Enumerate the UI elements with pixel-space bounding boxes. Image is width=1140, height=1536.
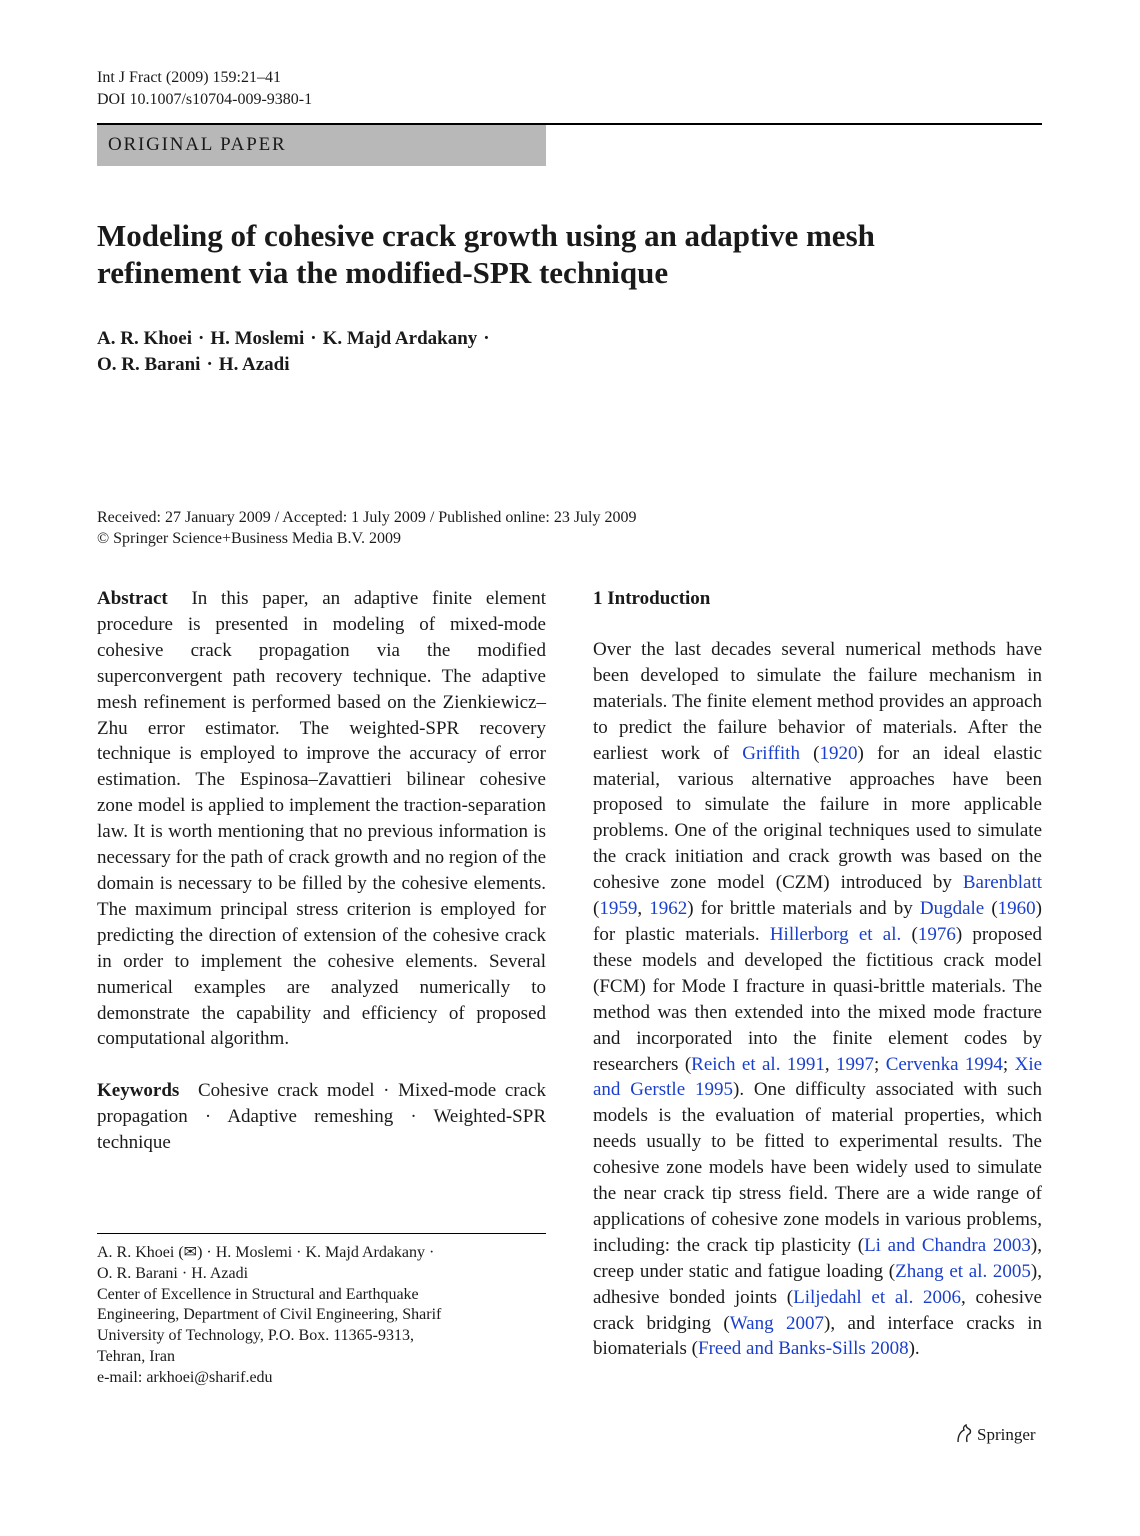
journal-citation: Int J Fract (2009) 159:21–41 (97, 69, 281, 86)
author-name: H. Azadi (218, 354, 290, 375)
introduction-text (593, 637, 1042, 1362)
citation-link[interactable]: Dugdale (919, 898, 985, 920)
author-separator: · (206, 354, 213, 375)
citation-link[interactable]: Xie and Gerstle 1995 (593, 1053, 1043, 1101)
body-text: ( (593, 898, 600, 920)
body-text: , (824, 1053, 837, 1075)
citation-link[interactable]: Cervenka 1994 (885, 1053, 1003, 1075)
footnote-rule (97, 1233, 546, 1234)
citation-link[interactable]: 1959 (599, 898, 638, 920)
doi: DOI 10.1007/s10704-009-9380-1 (97, 91, 313, 108)
body-text: ) for an ideal elastic material, various alternative approaches have been proposed to simulate the failure in more applicable problems. One of the original techniques used to simulate the crack initiation and crack growth was based on the cohesive zone model (CZM) introduced by (593, 742, 1043, 894)
springer-horse-icon (955, 1424, 973, 1444)
citation-link[interactable]: Hillerborg et al. (769, 923, 902, 945)
body-text: ). One difficulty associated with such models is the evaluation of material properties, which needs usually to be fitted to experimental results. The cohesive zone models have been widely used to simulate the near crack tip stress field. There are a wide range of applications of cohesive zone models in various problems, including: the crack tip plasticity ( (593, 1079, 1042, 1256)
citation-link[interactable]: 1962 (649, 898, 688, 920)
author-separator: · (483, 328, 490, 349)
author-name: O. R. Barani (97, 354, 201, 375)
citation-link[interactable]: Wang 2007 (729, 1312, 824, 1334)
author-name: H. Moslemi (210, 328, 305, 349)
affiliation-institution: Tehran, Iran (97, 1347, 175, 1365)
section-heading: 1 Introduction (593, 588, 711, 609)
abstract-label: Abstract (97, 588, 168, 609)
citation-link[interactable]: Freed and Banks-Sills 2008 (698, 1338, 909, 1360)
keywords-text: Cohesive crack model · Mixed-mode crack propagation · Adaptive remeshing · Weighted-SPR technique (97, 1080, 546, 1153)
citation-link[interactable]: 1976 (917, 923, 956, 945)
affiliation-institution: Center of Excellence in Structural and Earthquake (97, 1285, 419, 1303)
citation-link[interactable]: 1920 (819, 742, 858, 764)
body-text: ), creep under static and fatigue loading ( (593, 1234, 1042, 1282)
body-text: , (637, 898, 650, 920)
citation-link[interactable]: Reich et al. 1991 (691, 1053, 825, 1075)
author-name: K. Majd Ardakany (322, 328, 478, 349)
citation-link[interactable]: 1960 (997, 898, 1036, 920)
affiliation-names: O. R. Barani · H. Azadi (97, 1264, 249, 1282)
publication-dates (97, 507, 636, 549)
article-type-label: ORIGINAL PAPER (108, 134, 287, 155)
citation-link[interactable]: Barenblatt (962, 872, 1042, 894)
body-text: ), and interface cracks in biomaterials ( (593, 1312, 1042, 1360)
body-text: , cohesive crack bridging ( (593, 1286, 1042, 1334)
article-type-band (97, 125, 546, 166)
citation-link[interactable]: Griffith (742, 742, 800, 764)
publisher-name: Springer (977, 1425, 1036, 1444)
abstract (97, 586, 546, 1052)
publisher-logo (955, 1423, 1036, 1447)
body-text: Over the last decades several numerical methods have been developed to simulate the failure mechanism in materials. The finite element method provides an approach to predict the failure behavior of materials. After the earliest work of (593, 639, 1042, 764)
author-name: A. R. Khoei (97, 328, 192, 349)
citation-link[interactable]: 1997 (836, 1053, 875, 1075)
body-text: ). (908, 1338, 920, 1360)
keywords-label: Keywords (97, 1080, 180, 1101)
author-separator: · (310, 328, 317, 349)
paper-title (97, 217, 1042, 291)
body-text: ( (799, 742, 820, 764)
copyright-line: © Springer Science+Business Media B.V. 2009 (97, 530, 401, 547)
abstract-text: In this paper, an adaptive finite element procedure is presented in modeling of mixed-mode cohesive crack propagation via the modified superconvergent path recovery technique. The adaptive mesh refinement is performed based on the Zienkiewicz–Zhu error estimator. The weighted-SPR recovery technique is employed to improve the accuracy of error estimation. The Espinosa–Zavattieri bilinear cohesive zone model is applied to implement the traction-separation law. It is worth mentioning that no previous information is necessary for the path of crack growth and no region of the domain is necessary to be filled by the cohesive elements. The maximum principal stress criterion is employed for predicting the direction of extension of the cohesive crack in order to implement the cohesive elements. Several numerical examples are analyzed numerically to demonstrate the capability and efficiency of proposed computational algorithm. (97, 588, 547, 1050)
body-text: ( (984, 898, 998, 920)
citation-link[interactable]: Zhang et al. 2005 (895, 1260, 1031, 1282)
body-text: ) proposed these models and developed the fictitious crack model (FCM) for Mode I fracture in quasi-brittle materials. The method was then extended into the mixed mode fracture and incorporated into the finite element codes by researchers ( (593, 923, 1043, 1075)
body-text: ), adhesive bonded joints ( (593, 1260, 1042, 1308)
body-text: ; (874, 1053, 886, 1075)
body-text: ; (1002, 1053, 1015, 1075)
author-separator: · (198, 328, 205, 349)
keywords (97, 1078, 546, 1156)
title-line-2: refinement via the modified-SPR technique (97, 255, 669, 290)
affiliation-institution: University of Technology, P.O. Box. 11365-9313, (97, 1327, 414, 1345)
history-dates: Received: 27 January 2009 / Accepted: 1 July 2009 / Published online: 23 July 2009 (97, 509, 637, 526)
author-line-2 (97, 352, 496, 378)
author-line-1 (97, 326, 496, 352)
citation-link[interactable]: Liljedahl et al. 2006 (793, 1286, 962, 1308)
affiliation-institution: Engineering, Department of Civil Engineering, Sharif (97, 1306, 442, 1324)
journal-reference (97, 67, 312, 111)
title-line-1: Modeling of cohesive crack growth using an adaptive mesh (97, 218, 875, 253)
body-text: ) for brittle materials and by (687, 898, 920, 920)
body-text: ( (901, 923, 918, 945)
body-text: ) for plastic materials. (593, 898, 1042, 945)
author-list (97, 326, 496, 378)
citation-link[interactable]: Li and Chandra 2003 (864, 1234, 1031, 1256)
affiliation-email: e-mail: arkhoei@sharif.edu (97, 1368, 273, 1386)
affiliation-names: A. R. Khoei (✉) · H. Moslemi · K. Majd Ardakany · (97, 1244, 435, 1261)
author-affiliation (97, 1243, 546, 1389)
